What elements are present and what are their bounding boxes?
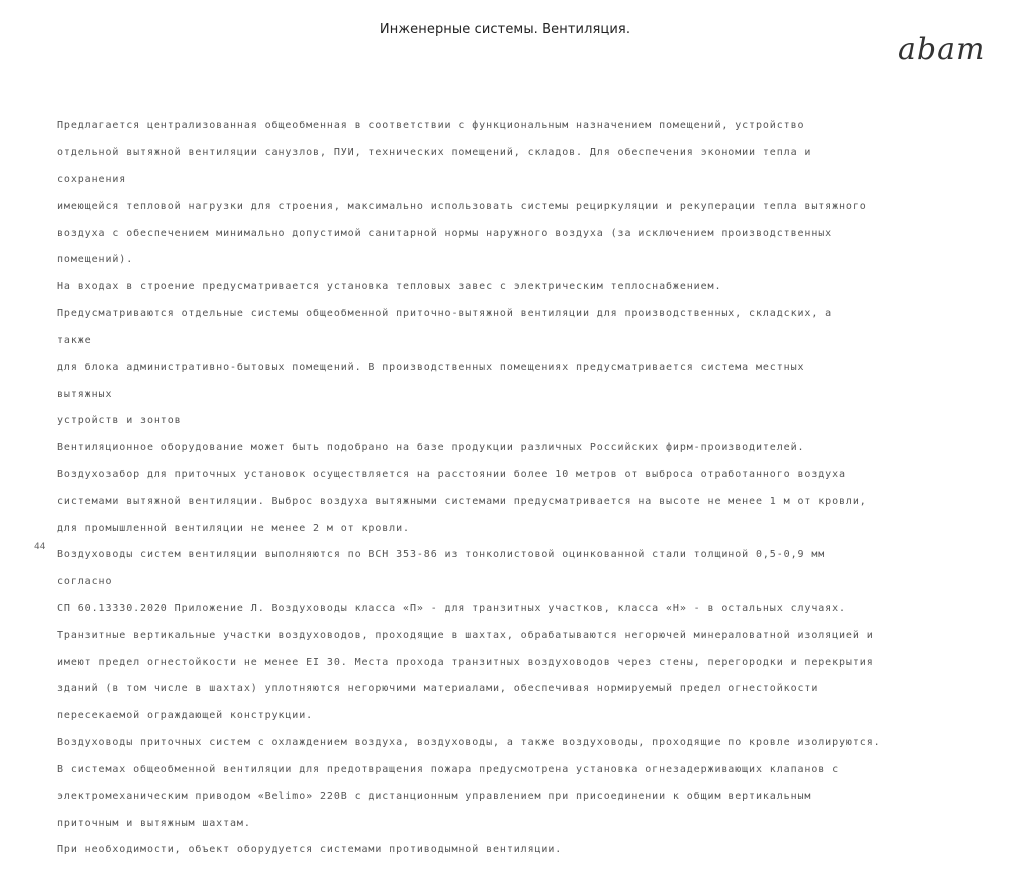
text-line: также: [57, 334, 92, 346]
text-line: СП 60.13330.2020 Приложение Л. Воздуховоды класса «П» - для транзитных участков, класса «Н» - в остальных случаях.: [57, 603, 846, 615]
text-line: зданий (в том числе в шахтах) уплотняются негорючими материалами, обеспечивая нормируемый предел огнестойкости: [57, 683, 819, 695]
text-line: Предусматриваются отдельные системы общеобменной приточно-вытяжной вентиляции для производственных, складских, а: [57, 308, 833, 320]
text-line: отдельной вытяжной вентиляции санузлов, ПУИ, технических помещений, складов. Для обеспечения экономии тепла и: [57, 147, 812, 159]
text-line: имеющейся тепловой нагрузки для строения, максимально использовать системы рециркуляции и рекуперации тепла вытяжного: [57, 200, 867, 212]
text-line: имеют предел огнестойкости не менее EI 30. Места прохода транзитных воздуховодов через стены, перегородки и перекрытия: [57, 656, 874, 668]
text-line: Предлагается централизованная общеобменная в соответствии с функциональным назначением помещений, устройство: [57, 120, 805, 132]
text-line: вытяжных: [57, 388, 113, 400]
brand-logo: [898, 30, 998, 76]
text-line: для промышленной вентиляции не менее 2 м от кровли.: [57, 522, 410, 534]
text-line: помещений).: [57, 254, 134, 266]
text-line: На входах в строение предусматривается установка тепловых завес с электрическим теплоснабжением.: [57, 281, 722, 293]
text-line: пересекаемой ограждающей конструкции.: [57, 710, 314, 722]
text-line: Вентиляционное оборудование может быть подобрано на базе продукции различных Российских фирм-производителей.: [57, 442, 805, 454]
text-line: Воздухозабор для приточных установок осуществляется на расстоянии более 10 метров от выброса отработанного воздуха: [57, 468, 846, 480]
text-line: В системах общеобменной вентиляции для предотвращения пожара предусмотрена установка огнезадерживающих клапанов с: [57, 763, 840, 775]
text-line: электромеханическим приводом «Belimo» 220В с дистанционным управлением при присоединении к общим вертикальным: [57, 790, 812, 802]
text-line: согласно: [57, 576, 113, 588]
text-line: устройств и зонтов: [57, 415, 182, 427]
text-line: воздуха с обеспечением минимально допустимой санитарной нормы наружного воздуха (за исключением производственных: [57, 227, 833, 239]
text-line: для блока административно-бытовых помещений. В производственных помещениях предусматривается система местных: [57, 361, 805, 373]
slide-title: Инженерные системы. Вентиляция.: [379, 22, 631, 37]
text-line: приточным и вытяжным шахтам.: [57, 817, 251, 829]
text-line: При необходимости, объект оборудуется системами противодымной вентиляции.: [57, 844, 563, 856]
text-line: сохранения: [57, 174, 127, 186]
body-text: [57, 106, 969, 870]
text-line: Воздуховоды приточных систем с охлаждением воздуха, воздуховоды, а также воздуховоды, проходящие по кровле изолируются.: [57, 737, 881, 749]
page-number: 44: [34, 542, 46, 552]
text-line: Воздуховоды систем вентиляции выполняются по ВСН 353-86 из тонколистовой оцинкованной стали толщиной 0,5-0,9 мм: [57, 549, 826, 561]
text-line: Транзитные вертикальные участки воздуховодов, проходящие в шахтах, обрабатываются негорючей минераловатной изоляцией и: [57, 629, 874, 641]
text-line: системами вытяжной вентиляции. Выброс воздуха вытяжными системами предусматривается на высоте не менее 1 м от кровли,: [57, 495, 867, 507]
logo-text: abam: [898, 32, 986, 67]
